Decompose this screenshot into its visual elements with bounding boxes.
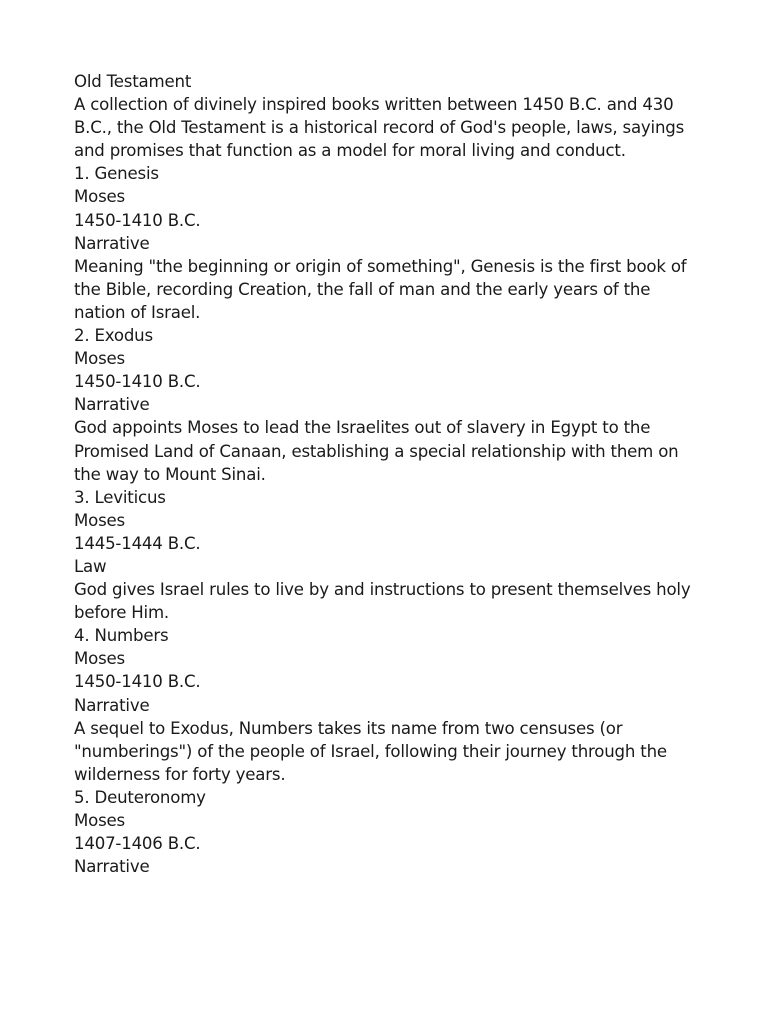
- book-entry-genesis: [74, 162, 704, 324]
- book-summary: God gives Israel rules to live by and instructions to present themselves holy before Him.: [74, 580, 691, 623]
- book-date: 1445-1444 B.C.: [74, 533, 201, 553]
- intro-paragraph: A collection of divinely inspired books written between 1450 B.C. and 430 B.C., the Old Testament is a historical record of God's people, laws, sayings and promises that function as a model for moral living and conduct.: [74, 95, 685, 161]
- book-title: 4. Numbers: [74, 626, 169, 646]
- book-summary: God appoints Moses to lead the Israelites out of slavery in Egypt to the Promised Land of Canaan, establishing a special relationship with them on the way to Mount Sinai.: [74, 418, 679, 484]
- book-summary: A sequel to Exodus, Numbers takes its name from two censuses (or "numberings") of the people of Israel, following their journey through the wilderness for forty years.: [74, 718, 667, 784]
- book-entry-exodus: [74, 324, 704, 486]
- book-title: 3. Leviticus: [74, 487, 166, 507]
- document-heading: Old Testament: [74, 72, 192, 91]
- book-author: Moses: [74, 187, 125, 207]
- book-date: 1450-1410 B.C.: [74, 672, 201, 692]
- book-author: Moses: [74, 649, 125, 669]
- book-entry-numbers: [74, 624, 704, 786]
- document-body: [74, 70, 704, 878]
- book-date: 1407-1406 B.C.: [74, 834, 201, 854]
- book-title: 1. Genesis: [74, 164, 159, 184]
- book-genre: Narrative: [74, 395, 150, 415]
- book-title: 2. Exodus: [74, 326, 153, 346]
- book-genre: Law: [74, 556, 107, 576]
- book-author: Moses: [74, 510, 125, 530]
- book-entry-leviticus: [74, 486, 704, 625]
- book-title: 5. Deuteronomy: [74, 787, 206, 807]
- book-date: 1450-1410 B.C.: [74, 372, 201, 392]
- book-date: 1450-1410 B.C.: [74, 210, 201, 230]
- book-genre: Narrative: [74, 233, 150, 253]
- book-summary: Meaning "the beginning or origin of something", Genesis is the first book of the Bible, recording Creation, the fall of man and the early years of the nation of Israel.: [74, 256, 687, 322]
- book-genre: Narrative: [74, 857, 150, 877]
- book-author: Moses: [74, 349, 125, 369]
- book-entry-deuteronomy: [74, 786, 704, 878]
- book-genre: Narrative: [74, 695, 150, 715]
- book-author: Moses: [74, 811, 125, 830]
